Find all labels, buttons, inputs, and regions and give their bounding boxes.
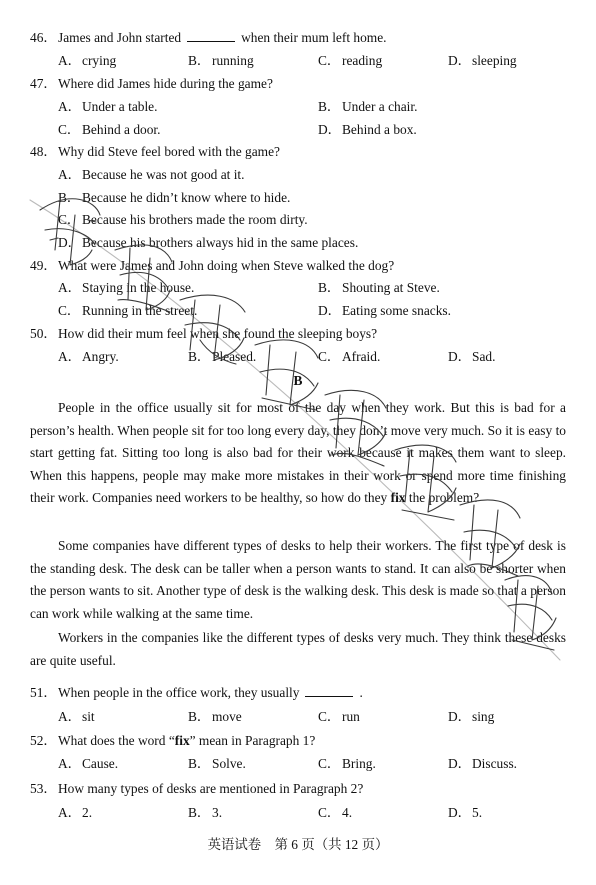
question-text: Why did Steve feel bored with the game? — [58, 144, 280, 159]
option-letter: C． — [58, 212, 81, 227]
option-letter: D． — [318, 122, 342, 137]
option — [58, 753, 118, 772]
option-letter: B． — [188, 756, 211, 771]
bold-word: fix — [174, 733, 190, 748]
option-text: 4. — [342, 805, 353, 820]
option — [188, 706, 242, 725]
question-number: 53． — [30, 781, 57, 796]
question-number: 47． — [30, 76, 57, 91]
passage-paragraph-1 — [30, 397, 566, 510]
option — [58, 50, 116, 69]
option-text: Behind a door. — [82, 122, 161, 137]
option-letter: A． — [58, 805, 82, 820]
option — [58, 706, 95, 725]
option-text: sit — [82, 709, 95, 724]
option-letter: A． — [58, 53, 82, 68]
option-letter: C． — [58, 122, 81, 137]
option-text: move — [212, 709, 242, 724]
option — [318, 300, 451, 319]
option-text: Sad. — [472, 349, 496, 364]
section-heading: B — [293, 373, 303, 388]
question-number: 50． — [30, 326, 57, 341]
option-letter: D． — [448, 805, 472, 820]
option — [448, 50, 517, 69]
option — [318, 119, 417, 138]
option-letter: C． — [318, 349, 341, 364]
option-text: Eating some snacks. — [342, 303, 451, 318]
option-letter: D． — [448, 53, 472, 68]
option — [188, 346, 256, 365]
option-text: Angry. — [82, 349, 119, 364]
option — [58, 346, 119, 365]
question-number: 52． — [30, 733, 57, 748]
option — [318, 277, 440, 296]
option-letter: B． — [188, 709, 211, 724]
option-text: sleeping — [472, 53, 517, 68]
option-letter: B． — [58, 190, 81, 205]
passage-paragraph-2: Some companies have different types of desks to help their workers. The first type of desk is the standing desk. The desk can be taller when a person wants to stand. It can also be shorter when the person wants to sit. Another type of desk is the walking desk. This desk is made so that a person can work while walking at the same time. — [30, 538, 566, 621]
option — [448, 706, 494, 725]
option-text: Because his brothers always hid in the same places. — [82, 235, 359, 250]
paragraph-text: People in the office usually sit for most of the day when they work. But this is bad for a person’s health. When people sit for too long every day, they don’t move very much. So it is easy to start getting fat. Sitting too long is also bad for their work because it makes them want to sleep. When this happens, people may make more mistakes in their work or spend more time finishing their work. Companies need workers to be healthy, so how do they — [30, 400, 566, 505]
option — [318, 802, 352, 821]
option-letter: D． — [448, 349, 472, 364]
question-49 — [30, 255, 394, 274]
option-text: Because he didn’t know where to hide. — [82, 190, 291, 205]
option — [448, 802, 482, 821]
option-text: 2. — [82, 805, 93, 820]
option — [318, 753, 376, 772]
option-text: sing — [472, 709, 495, 724]
option — [58, 187, 290, 206]
option-letter: C． — [318, 805, 341, 820]
answer-blank — [305, 684, 353, 697]
option-letter: A． — [58, 756, 82, 771]
option-letter: A． — [58, 709, 82, 724]
question-52 — [30, 730, 315, 749]
option-letter: D． — [448, 756, 472, 771]
option-text: running — [212, 53, 254, 68]
option — [318, 706, 360, 725]
option-letter: B． — [188, 805, 211, 820]
option — [188, 753, 246, 772]
question-text: Where did James hide during the game? — [58, 76, 273, 91]
option-letter: B． — [318, 280, 341, 295]
option-letter: C． — [58, 303, 81, 318]
option — [448, 753, 517, 772]
bold-word: fix — [390, 490, 406, 505]
option — [58, 164, 245, 183]
option-text: Afraid. — [342, 349, 381, 364]
option — [58, 119, 160, 138]
option — [58, 300, 197, 319]
question-number: 49． — [30, 258, 57, 273]
answer-blank — [187, 29, 235, 42]
option-letter: C． — [318, 53, 341, 68]
question-text-end: ” mean in Paragraph 1? — [189, 733, 316, 748]
option — [188, 50, 254, 69]
option — [58, 277, 194, 296]
option-letter: B． — [188, 53, 211, 68]
option-text: reading — [342, 53, 383, 68]
question-51 — [30, 682, 363, 701]
option-letter: B． — [318, 99, 341, 114]
question-number: 46． — [30, 30, 57, 45]
option-text: Discuss. — [472, 756, 518, 771]
question-number: 51． — [30, 685, 57, 700]
option-letter: D． — [318, 303, 342, 318]
page-footer: 英语试卷 第 6 页（共 12 页） — [207, 837, 389, 852]
option — [448, 346, 495, 365]
option-text: run — [342, 709, 360, 724]
option-text: Running in the street. — [82, 303, 198, 318]
question-53 — [30, 778, 363, 797]
question-text: How many types of desks are mentioned in Paragraph 2? — [58, 781, 364, 796]
question-text-end: . — [359, 685, 363, 700]
option-text: Because his brothers made the room dirty. — [82, 212, 308, 227]
question-46 — [30, 27, 387, 46]
option-text: Pleased. — [212, 349, 257, 364]
question-text: What does the word “ — [58, 733, 175, 748]
option-letter: A． — [58, 349, 82, 364]
question-text: When people in the office work, they usually — [58, 685, 300, 700]
option-text: Staying in the house. — [82, 280, 195, 295]
question-number: 48． — [30, 144, 57, 159]
option-text: Because he was not good at it. — [82, 167, 245, 182]
option-text: crying — [82, 53, 117, 68]
option-letter: A． — [58, 99, 82, 114]
option-letter: D． — [448, 709, 472, 724]
question-47 — [30, 73, 273, 92]
option-text: Solve. — [212, 756, 246, 771]
option-text: Under a chair. — [342, 99, 418, 114]
option-text: Shouting at Steve. — [342, 280, 440, 295]
option-text: Bring. — [342, 756, 376, 771]
paragraph-text: the problem? — [408, 490, 480, 505]
option-letter: D． — [58, 235, 82, 250]
question-text: What were James and John doing when Steve walked the dog? — [58, 258, 395, 273]
option — [188, 802, 222, 821]
option-letter: B． — [188, 349, 211, 364]
question-50 — [30, 323, 377, 342]
option-letter: C． — [318, 709, 341, 724]
passage-paragraph-3: Workers in the companies like the different types of desks very much. They think these desks are quite useful. — [30, 630, 566, 668]
question-48 — [30, 141, 280, 160]
option — [58, 209, 308, 228]
question-text: How did their mum feel when she found the sleeping boys? — [58, 326, 378, 341]
option — [58, 802, 92, 821]
option-text: Behind a box. — [342, 122, 417, 137]
option-text: 3. — [212, 805, 223, 820]
option — [58, 232, 358, 251]
option — [58, 96, 157, 115]
option — [318, 346, 380, 365]
option-text: Under a table. — [82, 99, 158, 114]
question-text: James and John started — [58, 30, 182, 45]
option-letter: A． — [58, 280, 82, 295]
option-letter: C． — [318, 756, 341, 771]
option-letter: A． — [58, 167, 82, 182]
option-text: 5. — [472, 805, 483, 820]
option — [318, 96, 417, 115]
question-text-end: when their mum left home. — [241, 30, 387, 45]
option — [318, 50, 382, 69]
option-text: Cause. — [82, 756, 119, 771]
